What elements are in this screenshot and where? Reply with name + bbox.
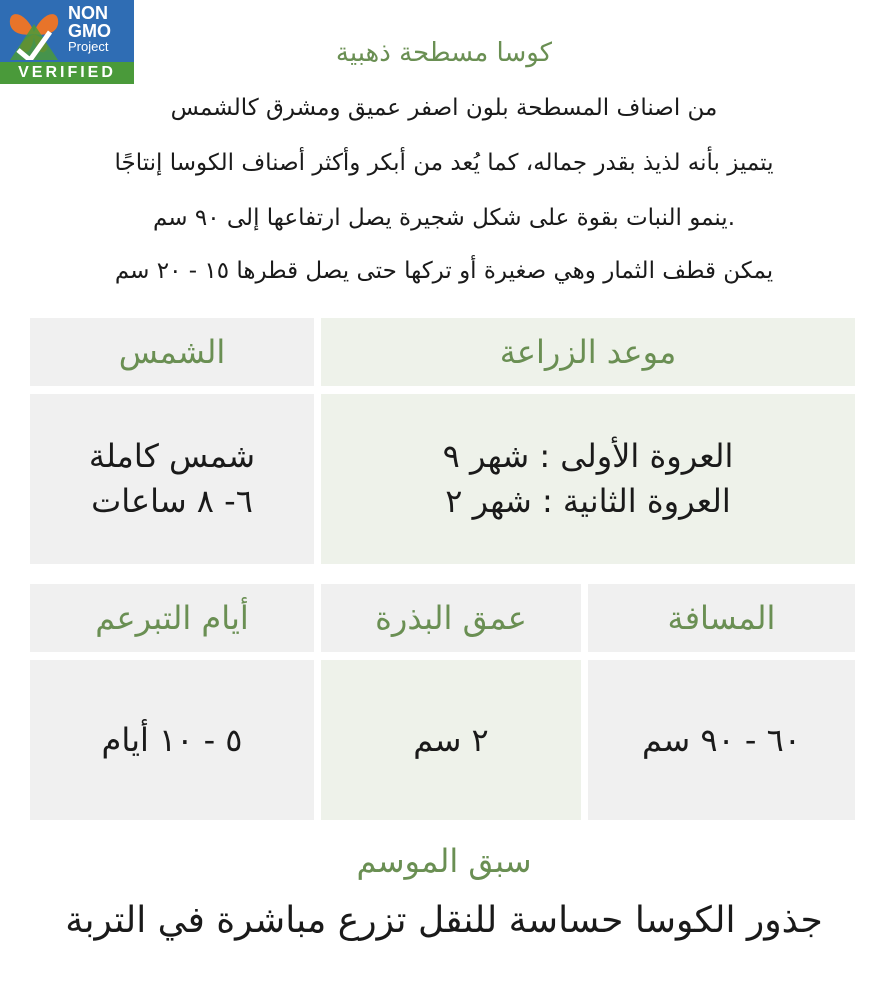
spacing-header-cell [588, 584, 855, 652]
intro-line-1: من اصناف المسطحة بلون اصفر عميق ومشرق كالشمس [170, 95, 718, 121]
intro-line-3: .ينمو النبات بقوة على شكل شجيرة يصل ارتفاعها إلى ٩٠ سم [152, 205, 736, 231]
seed-depth-header-cell [321, 584, 581, 652]
spacing-header: المسافة [667, 599, 776, 637]
sun-hours: ٦- ٨ ساعات [91, 482, 253, 520]
sun-header: الشمس [118, 333, 226, 371]
planting-date-values [443, 434, 734, 524]
badge-line-project: Project [68, 39, 109, 54]
intro-line-2: يتميز بأنه لذيذ بقدر جماله، كما يُعد من أبكر وأكثر أصناف الكوسا إنتاجًا [114, 150, 774, 176]
seed-depth-value-cell [321, 660, 581, 820]
sun-header-cell [30, 318, 314, 386]
season-title: سبق الموسم [356, 842, 532, 880]
sun-values [89, 434, 255, 524]
germination-value: ٥ - ١٠ أيام [101, 720, 243, 759]
badge-verified: VERIFIED [0, 62, 134, 84]
planting-date-header: موعد الزراعة [499, 333, 677, 371]
seed-depth-header: عمق البذرة [375, 599, 527, 637]
planting-date-value-cell [321, 394, 855, 564]
germination-value-cell [30, 660, 314, 820]
seed-depth-value: ٢ سم [413, 720, 489, 759]
planting-date-header-cell [321, 318, 855, 386]
planting-second-season: العروة الثانية : شهر ٢ [445, 482, 731, 520]
sun-value-cell [30, 394, 314, 564]
badge-line-gmo: GMO [68, 21, 111, 41]
season-text: جذور الكوسا حساسة للنقل تزرع مباشرة في التربة [65, 900, 823, 941]
page-title: كوسا مسطحة ذهبية [335, 38, 553, 68]
germination-header-cell [30, 584, 314, 652]
spacing-value-cell [588, 660, 855, 820]
badge-line-non: NON [68, 3, 108, 23]
planting-first-season: العروة الأولى : شهر ٩ [442, 437, 734, 476]
spacing-value: ٦٠ - ٩٠ سم [642, 720, 801, 759]
sun-type: شمس كاملة [88, 437, 256, 476]
intro-line-4: يمكن قطف الثمار وهي صغيرة أو تركها حتى يصل قطرها ١٥ - ٢٠ سم [114, 258, 774, 284]
germination-header: أيام التبرعم [95, 599, 249, 637]
